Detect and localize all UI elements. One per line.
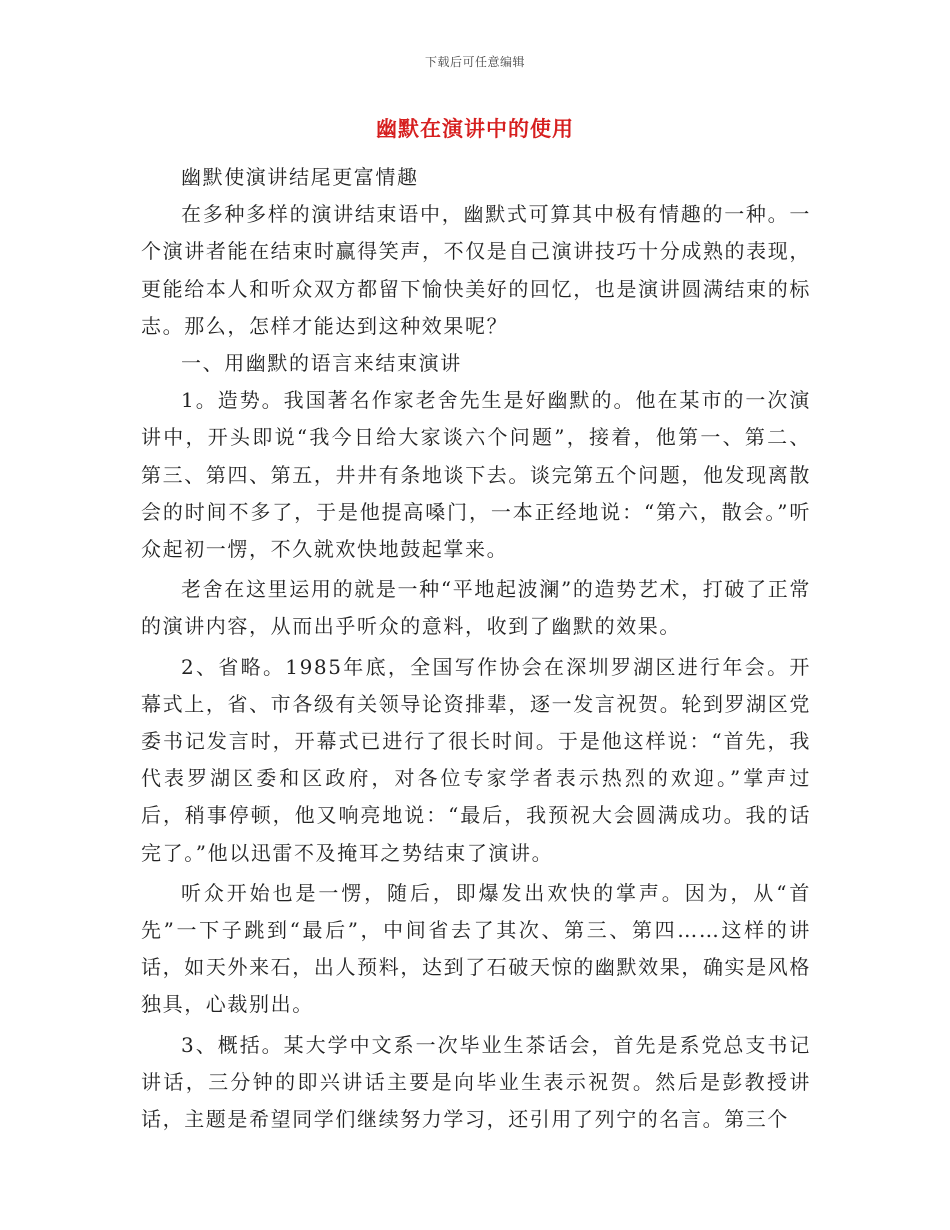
paragraph: 在多种多样的演讲结束语中，幽默式可算其中极有情趣的一种。一个演讲者能在结束时赢得笑声，不仅是自己演讲技巧十分成熟的表现，更能给本人和听众双方都留下愉快美好的回忆，也是演讲圆满结束的标志。那么，怎样才能达到这种效果呢？ bbox=[141, 202, 811, 338]
paragraph-section-heading: 一、用幽默的语言来结束演讲 bbox=[181, 351, 462, 376]
paragraph: 3、概括。某大学中文系一次毕业生茶话会，首先是系党总支书记讲话，三分钟的即兴讲话主要是向毕业生表示祝贺。然后是彭教授讲话，主题是希望同学们继续努力学习，还引用了列宁的名言。第三个 bbox=[141, 1032, 811, 1132]
document-body bbox=[141, 159, 811, 1138]
paragraph: 2、省略。1985年底，全国写作协会在深圳罗湖区进行年会。开幕式上，省、市各级有关领导论资排辈，逐一发言祝贺。轮到罗湖区党委书记发言时，开幕式已进行了很长时间。于是他这样说：“首先，我代表罗湖区委和区政府，对各位专家学者表示热烈的欢迎。”掌声过后，稍事停顿，他又响亮地说：“最后，我预祝大会圆满成功。我的话完了。”他以迅雷不及掩耳之势结束了演讲。 bbox=[141, 654, 811, 865]
paragraph-subheading: 幽默使演讲结尾更富情趣 bbox=[181, 165, 419, 189]
paragraph: 老舍在这里运用的就是一种“平地起波澜”的造势艺术，打破了正常的演讲内容，从而出乎听众的意料，收到了幽默的效果。 bbox=[141, 577, 811, 639]
document-title: 幽默在演讲中的使用 bbox=[376, 116, 574, 141]
header-note: 下载后可任意编辑 bbox=[424, 55, 525, 69]
paragraph: 听众开始也是一愣，随后，即爆发出欢快的掌声。因为，从“首先”一下子跳到“最后”，中间省去了其次、第三、第四……这样的讲话，如天外来石，出人预料，达到了石破天惊的幽默效果，确实是风格独具，心裁别出。 bbox=[141, 880, 811, 1017]
paragraph: 1。造势。我国著名作家老舍先生是好幽默的。他在某市的一次演讲中，开头即说“我今日给大家谈六个问题”，接着，他第一、第二、第三、第四、第五，井井有条地谈下去。谈完第五个问题，他发现离散会的时间不多了，于是他提高嗓门，一本正经地说：“第六，散会。”听众起初一愣，不久就欢快地鼓起掌来。 bbox=[141, 388, 811, 562]
